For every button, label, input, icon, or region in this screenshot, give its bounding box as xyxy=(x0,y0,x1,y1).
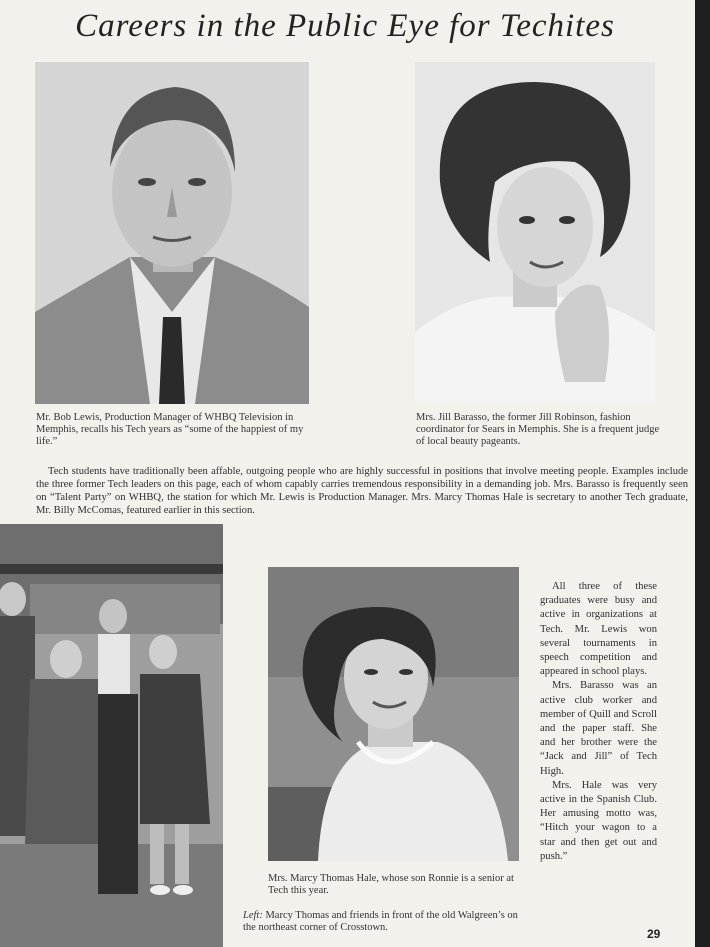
caption-bob-lewis: Mr. Bob Lewis, Production Manager of WHBQ Television in Memphis, recalls his Tech years as “some of the happiest of my life.” xyxy=(36,412,304,447)
caption-group-text: Marcy Thomas and friends in front of the old Walgreen’s on the northeast corner of Crosstown. xyxy=(243,910,518,933)
photo-jill-barasso xyxy=(415,62,655,402)
caption-marcy-hale: Mrs. Marcy Thomas Hale, whose son Ronnie is a senior at Tech this year. xyxy=(268,873,514,896)
photo-group-walgreens xyxy=(0,524,223,947)
caption-jill-barasso: Mrs. Jill Barasso, the former Jill Robinson, fashion coordinator for Sears in Memphis. She is a frequent judge of local beauty pageants. xyxy=(416,412,660,447)
caption-group-walgreens xyxy=(243,910,525,934)
caption-left-label: Left: xyxy=(243,910,263,921)
article-sidebar-column xyxy=(540,580,657,864)
sidebar-paragraph: All three of these graduates were busy and active in organizations at Tech. Mr. Lewis won several tournaments in speech competition and appeared in school plays. xyxy=(540,581,657,678)
sidebar-paragraph: Mrs. Barasso was an active club worker and member of Quill and Scroll and the paper staff. She and her brother were the “Jack and Jill” of Tech High. xyxy=(540,680,657,777)
sidebar-paragraph: Mrs. Hale was very active in the Spanish Club. Her amusing motto was, “Hitch your wagon to a star and then get out and push.” xyxy=(540,779,657,862)
page-number: 29 xyxy=(647,927,661,941)
photo-marcy-hale xyxy=(268,567,519,861)
page-title: Careers in the Public Eye for Techites xyxy=(75,8,615,44)
photo-bob-lewis xyxy=(35,62,309,404)
article-intro: Tech students have traditionally been affable, outgoing people who are highly successful in positions that involve meeting people. Examples include the three former Tech leaders on this page, each of whom capably carries tremendous responsibility in a demanding job. Mrs. Barasso is frequently seen on “Talent Party” on WHBQ, the station for which Mr. Lewis is Production Manager. Mrs. Marcy Thomas Hale is secretary to another Tech graduate, Mr. Billy McComas, featured earlier in this section. xyxy=(36,466,688,516)
page-edge-shadow xyxy=(695,0,710,947)
